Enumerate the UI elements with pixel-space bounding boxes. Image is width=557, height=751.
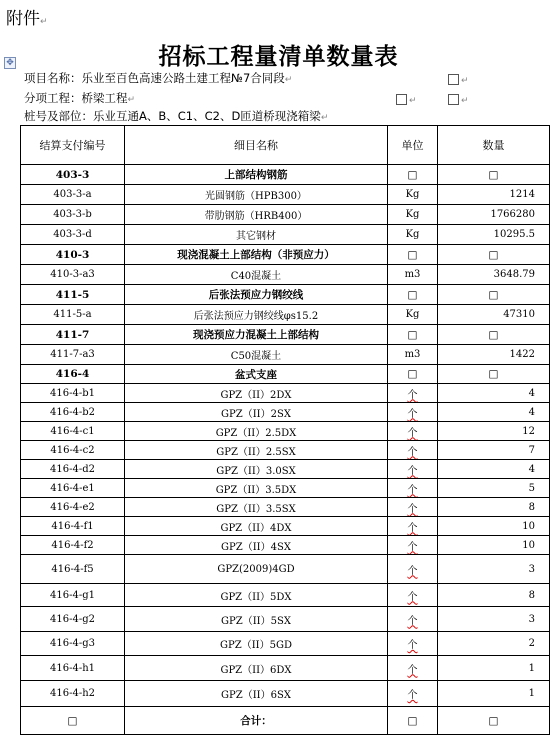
cell-unit: Kg [388,205,438,225]
cell-name: 上部结构钢筋 [125,165,388,185]
cell-unit: 个 [388,656,438,681]
table-row [21,707,550,735]
table-row [21,265,550,285]
table-row [21,555,550,584]
cell-name: GPZ(2009)4GD [125,555,388,584]
column-header-name: 细目名称 [125,126,388,165]
table-move-handle-icon[interactable]: ✥ [4,57,16,69]
table-row [21,607,550,632]
cell-name: GPZ（II）3.5SX [125,498,388,517]
cell-qty: 1422 [438,345,550,365]
cell-name: 盆式支座 [125,365,388,384]
cell-unit: 个 [388,517,438,536]
table-row [21,441,550,460]
cell-name: GPZ（II）4DX [125,517,388,536]
cell-name: GPZ（II）6SX [125,681,388,707]
cell-name: GPZ（II）4SX [125,536,388,555]
cell-unit: 个 [388,584,438,607]
table-row [21,479,550,498]
cell-code: 411-7 [21,325,125,345]
cell-unit: Kg [388,305,438,325]
cell-unit: □ [388,165,438,185]
cell-code: 416-4-d2 [21,460,125,479]
cell-name: GPZ（II）5GD [125,632,388,656]
cell-qty: □ [438,707,550,735]
table-row [21,656,550,681]
sub-project-line: 分项工程：桥梁工程↵ ↵ ↵ [24,91,469,106]
empty-marker-icon: ↵ [448,72,469,86]
cell-name: GPZ（II）2SX [125,403,388,422]
cell-unit: □ [388,365,438,384]
empty-marker-icon: ↵ [448,92,469,106]
cell-unit: □ [388,245,438,265]
cell-name: GPZ（II）5DX [125,584,388,607]
cell-code: 416-4-b1 [21,384,125,403]
cell-qty: 5 [438,479,550,498]
cell-unit: 个 [388,384,438,403]
cell-qty: □ [438,245,550,265]
cell-qty: 1766280 [438,205,550,225]
table-row [21,403,550,422]
cell-name: 后张法预应力钢绞线φs15.2 [125,305,388,325]
table-header-row [21,126,550,165]
cell-qty: 1214 [438,185,550,205]
cell-name: 带肋钢筋（HRB400） [125,205,388,225]
table-row [21,584,550,607]
cell-code: □ [21,707,125,735]
cell-qty: 10 [438,517,550,536]
cell-unit: □ [388,707,438,735]
cell-code: 416-4-e2 [21,498,125,517]
cell-code: 403-3-a [21,185,125,205]
cell-qty: 1 [438,681,550,707]
cell-code: 416-4-f1 [21,517,125,536]
quantity-table [20,125,550,735]
cell-code: 416-4-g1 [21,584,125,607]
cell-name: GPZ（II）6DX [125,656,388,681]
cell-name: 其它钢材 [125,225,388,245]
cell-name: 合计： [125,707,388,735]
cell-qty: 47310 [438,305,550,325]
cell-code: 416-4-f5 [21,555,125,584]
cell-unit: 个 [388,536,438,555]
column-header-code: 结算支付编号 [21,126,125,165]
cell-unit: m3 [388,265,438,285]
project-name-line: 项目名称：乐业至百色高速公路土建工程№7合同段↵ ↵ [24,71,469,86]
cell-qty: 7 [438,441,550,460]
table-row [21,632,550,656]
cell-code: 410-3-a3 [21,265,125,285]
cell-code: 416-4-h1 [21,656,125,681]
cell-name: GPZ（II）5SX [125,607,388,632]
cell-qty: 3648.79 [438,265,550,285]
table-row [21,460,550,479]
cell-name: 现浇预应力混凝土上部结构 [125,325,388,345]
cell-name: 后张法预应力钢绞线 [125,285,388,305]
cell-qty: 2 [438,632,550,656]
cell-name: C50混凝土 [125,345,388,365]
table-row [21,245,550,265]
cell-name: 光圆钢筋（HPB300） [125,185,388,205]
location: 桩号及部位：乐业互通A、B、C1、C2、D匝道桥现浇箱梁 [24,109,321,123]
table-row [21,422,550,441]
table-row [21,165,550,185]
page-title: 招标工程量清单数量表 [158,43,399,70]
table-row [21,365,550,384]
cell-unit: m3 [388,345,438,365]
cell-code: 410-3 [21,245,125,265]
cell-code: 403-3 [21,165,125,185]
cell-name: 现浇混凝土上部结构（非预应力） [125,245,388,265]
location-line: 桩号及部位：乐业互通A、B、C1、C2、D匝道桥现浇箱梁↵ [24,109,329,123]
column-header-qty: 数量 [438,126,550,165]
cell-code: 411-5 [21,285,125,305]
table-row [21,205,550,225]
cell-unit: Kg [388,225,438,245]
cell-unit: 个 [388,441,438,460]
table-row [21,681,550,707]
sub-project: 分项工程：桥梁工程 [24,91,128,105]
cell-unit: □ [388,285,438,305]
cell-unit: 个 [388,555,438,584]
cell-qty: 12 [438,422,550,441]
cell-unit: □ [388,325,438,345]
cell-code: 416-4-c2 [21,441,125,460]
cell-code: 411-7-a3 [21,345,125,365]
table-row [21,517,550,536]
cell-code: 403-3-d [21,225,125,245]
cell-unit: 个 [388,479,438,498]
cell-code: 411-5-a [21,305,125,325]
cell-qty: 4 [438,384,550,403]
cell-qty: 8 [438,498,550,517]
cell-unit: 个 [388,632,438,656]
cell-name: GPZ（II）3.5DX [125,479,388,498]
attachment-label: 附件↵ [6,9,48,29]
cell-unit: 个 [388,607,438,632]
cell-unit: 个 [388,681,438,707]
cell-code: 416-4-g3 [21,632,125,656]
empty-marker-icon: ↵ [396,92,417,106]
cell-unit: 个 [388,460,438,479]
cell-unit: 个 [388,498,438,517]
cell-name: GPZ（II）2DX [125,384,388,403]
table-row [21,185,550,205]
cell-qty: 4 [438,460,550,479]
cell-code: 416-4-e1 [21,479,125,498]
cell-code: 416-4-h2 [21,681,125,707]
cell-code: 416-4-b2 [21,403,125,422]
cell-name: C40混凝土 [125,265,388,285]
table-row [21,384,550,403]
table-row [21,325,550,345]
cell-code: 416-4 [21,365,125,384]
project-name: 项目名称：乐业至百色高速公路土建工程№7合同段 [24,71,285,85]
cell-qty: □ [438,285,550,305]
cell-name: GPZ（II）2.5DX [125,422,388,441]
cell-code: 416-4-g2 [21,607,125,632]
cell-qty: □ [438,165,550,185]
cell-qty: 10 [438,536,550,555]
table-row [21,345,550,365]
cell-qty: 8 [438,584,550,607]
cell-unit: Kg [388,185,438,205]
cell-qty: 3 [438,555,550,584]
cell-code: 403-3-b [21,205,125,225]
cell-qty: 4 [438,403,550,422]
cell-qty: 3 [438,607,550,632]
cell-name: GPZ（II）3.0SX [125,460,388,479]
cell-qty: 1 [438,656,550,681]
cell-qty: □ [438,365,550,384]
cell-qty: 10295.5 [438,225,550,245]
table-row [21,285,550,305]
cell-unit: 个 [388,403,438,422]
cell-code: 416-4-f2 [21,536,125,555]
column-header-unit: 单位 [388,126,438,165]
cell-name: GPZ（II）2.5SX [125,441,388,460]
cell-code: 416-4-c1 [21,422,125,441]
table-row [21,536,550,555]
table-row [21,305,550,325]
cell-unit: 个 [388,422,438,441]
cell-qty: □ [438,325,550,345]
table-row [21,498,550,517]
table-row [21,225,550,245]
